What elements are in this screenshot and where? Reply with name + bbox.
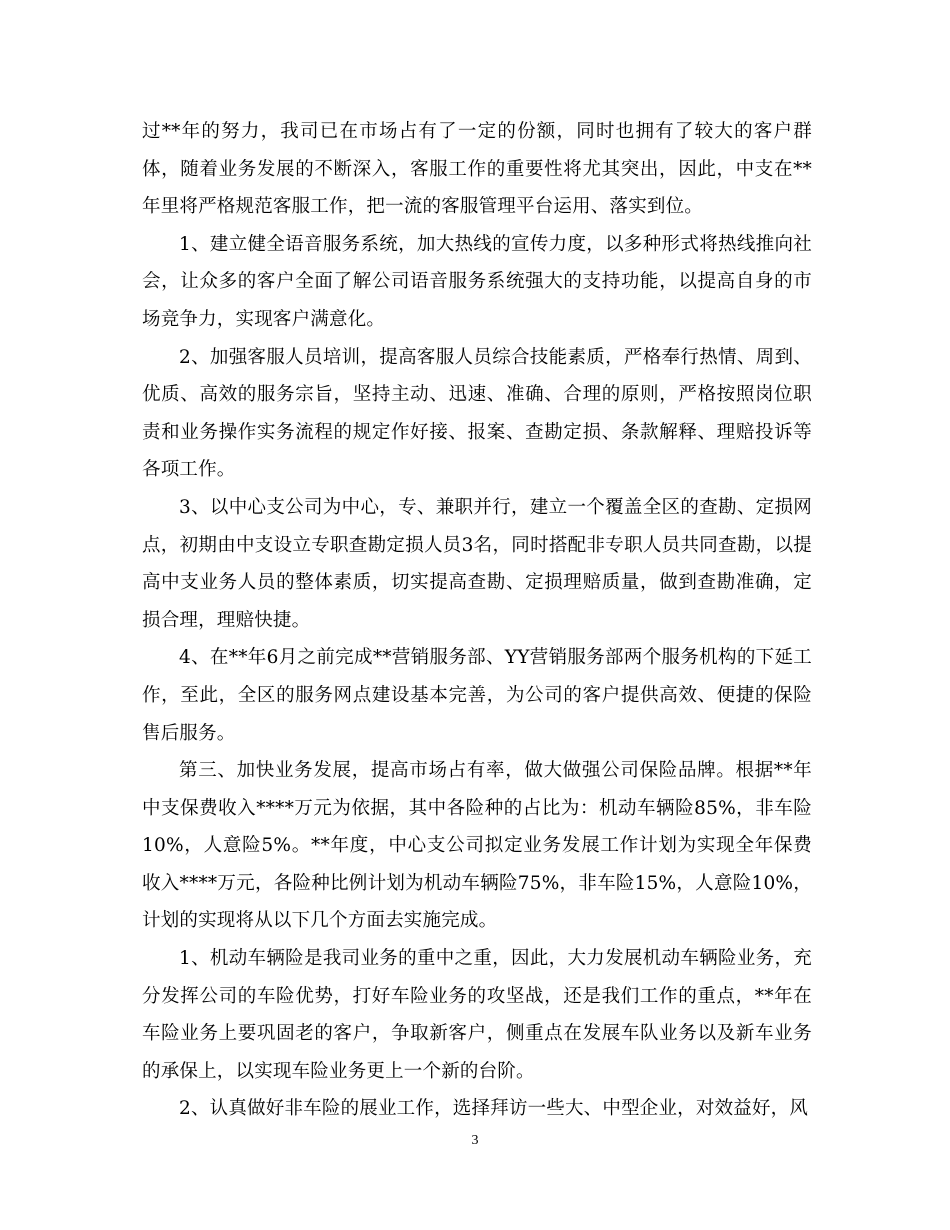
paragraph-continuation: 过**年的努力，我司已在市场占有了一定的份额，同时也拥有了较大的客户群体，随着业务发展的不断深入，客服工作的重要性将尤其突出，因此，中支在**年里将严格规范客服工作，把一流的客服管理平台运用、落实到位。 (142, 121, 812, 218)
paragraph-service-outlets: 4、在**年6月之前完成**营销服务部、YY营销服务部两个服务机构的下延工作，至此，全区的服务网点建设基本完善，为公司的客户提供高效、便捷的保险售后服务。 (142, 647, 812, 744)
paragraph-voice-service: 1、建立健全语音服务系统，加大热线的宣传力度，以多种形式将热线推向社会，让众多的客户全面了解公司语音服务系统强大的支持功能，以提高自身的市场竞争力，实现客户满意化。 (142, 233, 812, 330)
paragraph-non-vehicle-insurance: 2、认真做好非车险的展业工作，选择拜访一些大、中型企业，对效益好，风 (179, 1098, 809, 1120)
document-body (142, 113, 812, 1128)
paragraph-vehicle-insurance: 1、机动车辆险是我司业务的重中之重，因此，大力发展机动车辆险业务，充分发挥公司的车险优势，打好车险业务的攻坚战，还是我们工作的重点，**年在车险业务上要巩固老的客户，争取新客户，侧重点在发展车队业务以及新车业务的承保上，以实现车险业务更上一个新的台阶。 (142, 948, 812, 1082)
paragraph-business-development: 第三、加快业务发展，提高市场占有率，做大做强公司保险品牌。根据**年中支保费收入****万元为依据，其中各险种的占比为：机动车辆险85%，非车险10%，人意险5%。**年度，中心支公司拟定业务发展工作计划为实现全年保费收入****万元，各险种比例计划为机动车辆险75%，非车险15%，人意险10%，计划的实现将从以下几个方面去实施完成。 (142, 760, 812, 932)
paragraph-survey-network: 3、以中心支公司为中心，专、兼职并行，建立一个覆盖全区的查勘、定损网点，初期由中支设立专职查勘定损人员3名，同时搭配非专职人员共同查勘，以提高中支业务人员的整体素质，切实提高查勘、定损理赔质量，做到查勘准确，定损合理，理赔快捷。 (142, 496, 812, 631)
page-number: 3 (471, 1133, 479, 1148)
paragraph-staff-training: 2、加强客服人员培训，提高客服人员综合技能素质，严格奉行热情、周到、优质、高效的服务宗旨，坚持主动、迅速、准确、合理的原则，严格按照岗位职责和业务操作实务流程的规定作好接、报案、查勘定损、条款解释、理赔投诉等各项工作。 (142, 346, 812, 481)
